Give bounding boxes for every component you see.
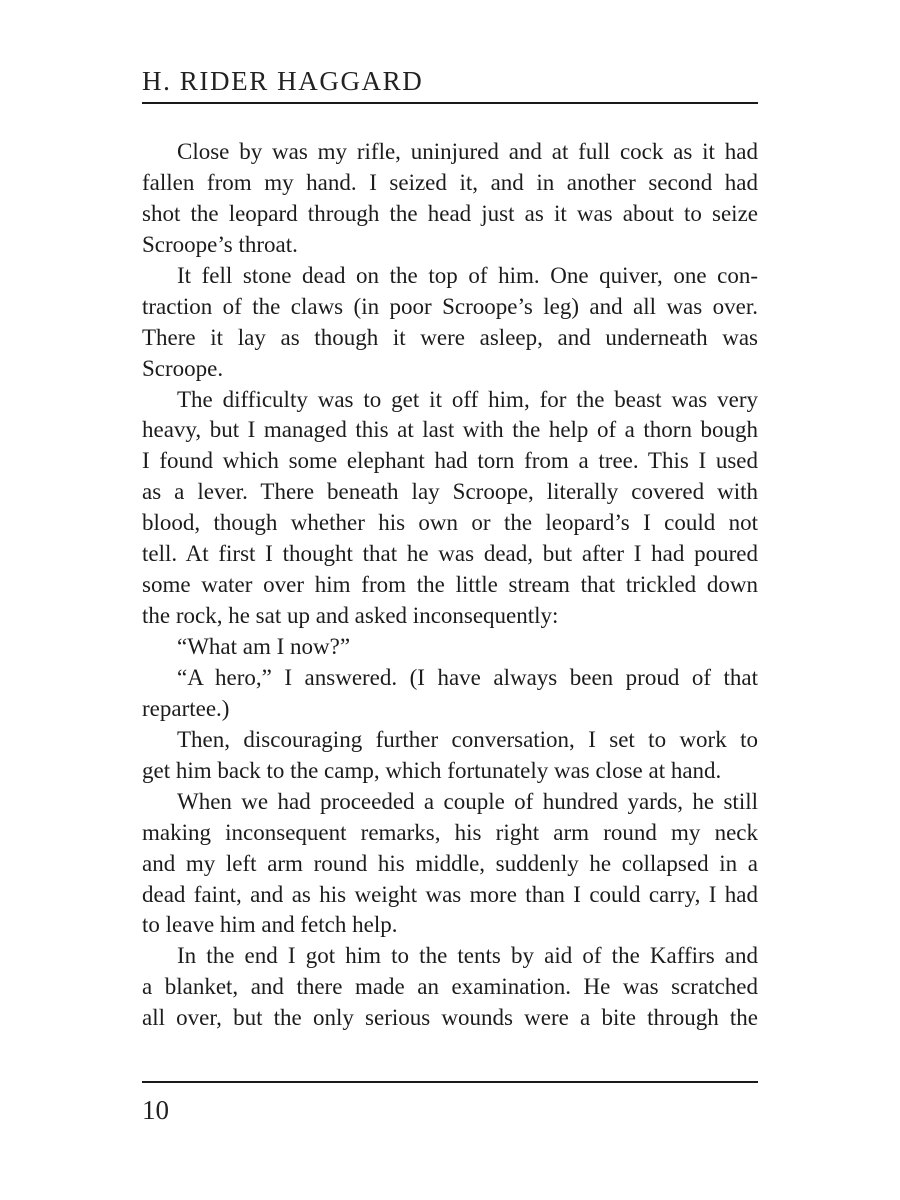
text-line: It fell stone dead on the top of him. One quiver, one con- (177, 262, 758, 288)
text-line: There it lay as though it were asleep, and underneath was (142, 324, 758, 350)
text-line: “What am I now?” (177, 634, 351, 659)
text-line: shot the leopard through the head just as it was about to seize (142, 200, 758, 226)
text-line: all over, but the only serious wounds were a bite through the (142, 1005, 758, 1031)
text-line: Scroope’s throat. (142, 231, 298, 257)
text-line: I found which some elephant had torn from a tree. This I used (142, 448, 758, 474)
text-line: repartee.) (142, 695, 230, 721)
text-line: “A hero,” I answered. (I have always been proud of that (177, 664, 758, 690)
text-line: traction of the claws (in poor Scroope’s leg) and all was over. (142, 293, 758, 319)
text-line: dead faint, and as his weight was more than I could carry, I had (142, 881, 758, 907)
text-line: some water over him from the little stream that trickled down (142, 572, 758, 598)
text-line: a blanket, and there made an examination. He was scratched (142, 974, 758, 1000)
text-line: and my left arm round his middle, suddenly he collapsed in a (142, 850, 758, 876)
text-line: Close by was my rifle, uninjured and at full cock as it had (177, 139, 758, 164)
text-line: fallen from my hand. I seized it, and in another second had (142, 169, 758, 195)
text-line: get him back to the camp, which fortunately was close at hand. (142, 757, 722, 783)
text-line: heavy, but I managed this at last with the help of a thorn bough (142, 417, 758, 443)
text-line: making inconsequent remarks, his right arm round my neck (142, 819, 758, 845)
text-line: to leave him and fetch help. (142, 912, 398, 938)
footer-rule (142, 1081, 758, 1083)
text-line: In the end I got him to the tents by aid of the Kaffirs and (177, 943, 758, 969)
text-line: The difficulty was to get it off him, for the beast was very (177, 386, 758, 412)
text-line: Scroope. (142, 355, 224, 381)
text-line: blood, though whether his own or the leopard’s I could not (142, 510, 758, 536)
header-rule (142, 102, 758, 104)
text-line: the rock, he sat up and asked inconsequently: (142, 603, 559, 629)
page-number: 10 (142, 1095, 169, 1125)
text-line: as a lever. There beneath lay Scroope, literally covered with (142, 479, 758, 505)
body-text (142, 137, 758, 1034)
text-line: When we had proceeded a couple of hundred yards, he still (177, 788, 758, 814)
text-line: tell. At first I thought that he was dead, but after I had poured (142, 541, 758, 567)
running-head: H. RIDER HAGGARD (142, 66, 424, 96)
text-line: Then, discouraging further conversation, I set to work to (177, 726, 758, 752)
